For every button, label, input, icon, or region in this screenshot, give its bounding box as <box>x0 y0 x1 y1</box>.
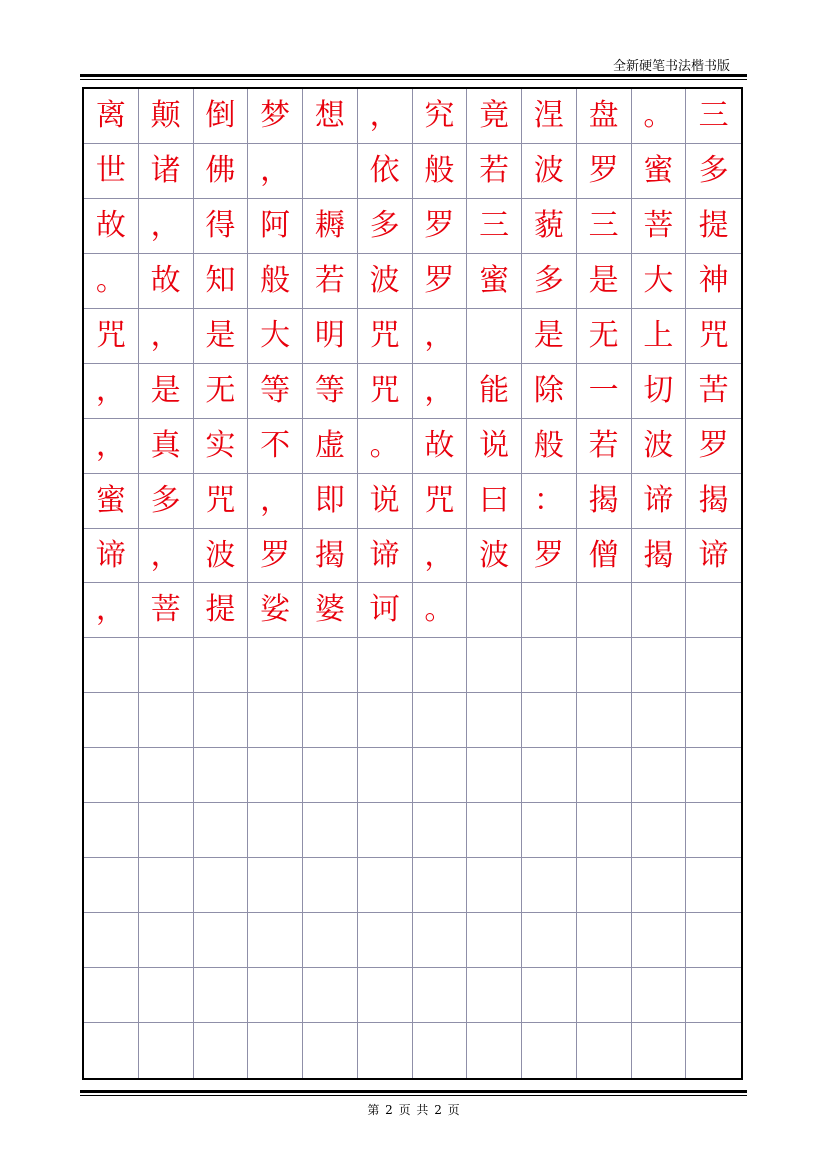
grid-cell <box>358 913 413 968</box>
grid-cell: 咒 <box>194 474 249 529</box>
grid-cell: 三 <box>467 199 522 254</box>
grid-cell: 无 <box>194 364 249 419</box>
grid-cell <box>686 583 741 638</box>
grid-cell: 说 <box>467 419 522 474</box>
grid-cell <box>577 748 632 803</box>
grid-cell: 菩 <box>632 199 687 254</box>
grid-cell <box>248 803 303 858</box>
grid-cell <box>194 968 249 1023</box>
grid-cell: 。 <box>413 583 468 638</box>
grid-cell: 谛 <box>686 529 741 584</box>
grid-cell: 切 <box>632 364 687 419</box>
grid-cell: 咒 <box>413 474 468 529</box>
grid-cell <box>84 803 139 858</box>
grid-cell <box>467 309 522 364</box>
grid-cell <box>577 693 632 748</box>
grid-cell <box>522 1023 577 1078</box>
grid-cell <box>194 1023 249 1078</box>
grid-cell: 神 <box>686 254 741 309</box>
grid-cell <box>467 968 522 1023</box>
grid-cell: 娑 <box>248 583 303 638</box>
grid-cell <box>248 913 303 968</box>
grid-cell: ， <box>139 529 194 584</box>
grid-cell: 实 <box>194 419 249 474</box>
grid-cell <box>194 858 249 913</box>
grid-cell: 上 <box>632 309 687 364</box>
grid-cell: 不 <box>248 419 303 474</box>
grid-cell: 故 <box>139 254 194 309</box>
grid-cell <box>577 913 632 968</box>
grid-cell: 蜜 <box>84 474 139 529</box>
grid-cell: 知 <box>194 254 249 309</box>
grid-cell: 故 <box>84 199 139 254</box>
grid-cell <box>303 1023 358 1078</box>
grid-cell <box>84 638 139 693</box>
grid-cell <box>467 693 522 748</box>
grid-cell: 罗 <box>248 529 303 584</box>
grid-cell <box>522 638 577 693</box>
grid-cell <box>632 1023 687 1078</box>
grid-cell <box>139 1023 194 1078</box>
grid-cell <box>522 748 577 803</box>
grid-cell <box>84 1023 139 1078</box>
grid-cell: 多 <box>139 474 194 529</box>
grid-cell <box>632 968 687 1023</box>
grid-cell: 世 <box>84 144 139 199</box>
grid-cell: ， <box>139 309 194 364</box>
grid-cell: 究 <box>413 89 468 144</box>
grid-cell <box>139 638 194 693</box>
grid-cell: 若 <box>467 144 522 199</box>
grid-cell: 除 <box>522 364 577 419</box>
grid-cell: 倒 <box>194 89 249 144</box>
grid-cell <box>139 693 194 748</box>
grid-cell: 般 <box>248 254 303 309</box>
practice-grid <box>82 87 743 1080</box>
grid-cell: 故 <box>413 419 468 474</box>
grid-cell: 罗 <box>413 199 468 254</box>
grid-cell <box>84 693 139 748</box>
grid-cell <box>577 1023 632 1078</box>
grid-cell <box>522 693 577 748</box>
grid-cell: 藐 <box>522 199 577 254</box>
grid-cell: 想 <box>303 89 358 144</box>
grid-cell: 咒 <box>358 309 413 364</box>
grid-cell: 多 <box>358 199 413 254</box>
grid-cell <box>194 913 249 968</box>
grid-cell: 蜜 <box>632 144 687 199</box>
grid-cell: 三 <box>686 89 741 144</box>
grid-cell <box>467 748 522 803</box>
grid-cell: 真 <box>139 419 194 474</box>
grid-cell: ， <box>139 199 194 254</box>
grid-cell <box>632 913 687 968</box>
grid-cell <box>467 638 522 693</box>
grid-cell: 提 <box>686 199 741 254</box>
grid-cell: 蜜 <box>467 254 522 309</box>
grid-cell: 若 <box>577 419 632 474</box>
grid-cell: 谛 <box>358 529 413 584</box>
grid-cell: 波 <box>632 419 687 474</box>
grid-cell: 揭 <box>303 529 358 584</box>
grid-cell <box>632 583 687 638</box>
grid-cell <box>248 693 303 748</box>
grid-cell: 等 <box>248 364 303 419</box>
grid-cell <box>303 144 358 199</box>
grid-cell <box>413 1023 468 1078</box>
grid-cell: 得 <box>194 199 249 254</box>
grid-cell <box>522 583 577 638</box>
grid-cell: 。 <box>84 254 139 309</box>
grid-cell: 竟 <box>467 89 522 144</box>
grid-cell: 般 <box>413 144 468 199</box>
grid-cell: ， <box>84 364 139 419</box>
grid-cell: 。 <box>632 89 687 144</box>
grid-cell <box>413 748 468 803</box>
grid-cell: 波 <box>194 529 249 584</box>
grid-cell <box>194 693 249 748</box>
grid-cell: 苦 <box>686 364 741 419</box>
grid-cell <box>632 858 687 913</box>
page-number: 第 2 页 共 2 页 <box>367 1103 461 1117</box>
grid-cell <box>248 748 303 803</box>
grid-cell <box>358 1023 413 1078</box>
grid-cell <box>303 638 358 693</box>
header-title: 全新硬笔书法楷书版 <box>612 59 730 74</box>
grid-cell: 诸 <box>139 144 194 199</box>
grid-cell <box>413 968 468 1023</box>
grid-cell: 菩 <box>139 583 194 638</box>
grid-cell <box>467 913 522 968</box>
grid-cell: 涅 <box>522 89 577 144</box>
grid-cell: ， <box>248 474 303 529</box>
grid-cell <box>358 803 413 858</box>
grid-cell: 虚 <box>303 419 358 474</box>
grid-cell: ， <box>84 419 139 474</box>
grid-cell: 波 <box>358 254 413 309</box>
grid-cell <box>413 638 468 693</box>
grid-cell: 波 <box>522 144 577 199</box>
header-rule <box>80 74 747 77</box>
grid-cell <box>467 858 522 913</box>
grid-cell: 离 <box>84 89 139 144</box>
grid-cell: 是 <box>139 364 194 419</box>
grid-cell: 大 <box>248 309 303 364</box>
grid-cell: 多 <box>522 254 577 309</box>
grid-cell: 耨 <box>303 199 358 254</box>
grid-cell: ， <box>413 529 468 584</box>
grid-cell <box>413 913 468 968</box>
grid-cell <box>467 583 522 638</box>
grid-cell <box>522 913 577 968</box>
grid-cell: ， <box>84 583 139 638</box>
grid-cell <box>84 748 139 803</box>
grid-cell <box>577 638 632 693</box>
grid-cell: 依 <box>358 144 413 199</box>
grid-cell: 谛 <box>632 474 687 529</box>
grid-cell: ： <box>522 474 577 529</box>
grid-cell <box>686 913 741 968</box>
grid-cell: 阿 <box>248 199 303 254</box>
grid-cell: 盘 <box>577 89 632 144</box>
grid-cell: 无 <box>577 309 632 364</box>
grid-cell <box>577 858 632 913</box>
grid-cell <box>303 968 358 1023</box>
grid-cell <box>139 858 194 913</box>
grid-cell <box>632 693 687 748</box>
footer-rule <box>80 1090 747 1093</box>
grid-cell <box>248 1023 303 1078</box>
grid-cell <box>686 693 741 748</box>
grid-cell: 说 <box>358 474 413 529</box>
grid-cell: 。 <box>358 419 413 474</box>
grid-cell: 是 <box>577 254 632 309</box>
grid-cell <box>358 638 413 693</box>
grid-cell: 曰 <box>467 474 522 529</box>
grid-cell: 提 <box>194 583 249 638</box>
grid-cell: 谛 <box>84 529 139 584</box>
grid-cell <box>686 638 741 693</box>
grid-cell: 咒 <box>84 309 139 364</box>
grid-cell: 若 <box>303 254 358 309</box>
grid-cell: 多 <box>686 144 741 199</box>
grid-cell: 即 <box>303 474 358 529</box>
grid-cell: 罗 <box>522 529 577 584</box>
grid-cell: 罗 <box>577 144 632 199</box>
grid-cell: 揭 <box>632 529 687 584</box>
grid-cell <box>686 1023 741 1078</box>
grid-cell: 能 <box>467 364 522 419</box>
grid-cell <box>632 638 687 693</box>
grid-cell: 一 <box>577 364 632 419</box>
grid-cell <box>248 638 303 693</box>
grid-cell <box>248 968 303 1023</box>
grid-cell <box>686 803 741 858</box>
grid-cell <box>194 638 249 693</box>
grid-cell <box>467 1023 522 1078</box>
grid-cell: 诃 <box>358 583 413 638</box>
grid-cell: 咒 <box>358 364 413 419</box>
grid-cell <box>522 803 577 858</box>
grid-cell <box>358 968 413 1023</box>
grid-cell <box>686 748 741 803</box>
grid-cell <box>358 748 413 803</box>
grid-cell: 佛 <box>194 144 249 199</box>
grid-cell: 等 <box>303 364 358 419</box>
grid-cell: 三 <box>577 199 632 254</box>
grid-cell: ， <box>248 144 303 199</box>
grid-cell <box>686 968 741 1023</box>
grid-cell: 婆 <box>303 583 358 638</box>
grid-cell <box>139 968 194 1023</box>
grid-cell: 是 <box>522 309 577 364</box>
grid-cell <box>577 803 632 858</box>
grid-cell <box>84 858 139 913</box>
grid-cell: 僧 <box>577 529 632 584</box>
grid-cell <box>577 583 632 638</box>
grid-cell <box>413 693 468 748</box>
grid-cell <box>139 748 194 803</box>
grid-cell <box>194 748 249 803</box>
grid-cell: 梦 <box>248 89 303 144</box>
grid-cell: 明 <box>303 309 358 364</box>
grid-cell: ， <box>413 364 468 419</box>
grid-cell <box>303 858 358 913</box>
grid-cell: 揭 <box>686 474 741 529</box>
grid-cell: ， <box>413 309 468 364</box>
grid-cell <box>686 858 741 913</box>
grid-cell <box>522 968 577 1023</box>
grid-cell: 罗 <box>413 254 468 309</box>
grid-cell <box>194 803 249 858</box>
grid-cell <box>139 803 194 858</box>
grid-cell <box>632 803 687 858</box>
footer-rule-thin <box>80 1095 747 1096</box>
grid-cell <box>303 693 358 748</box>
grid-cell: 大 <box>632 254 687 309</box>
grid-cell <box>84 968 139 1023</box>
grid-cell: 咒 <box>686 309 741 364</box>
header-rule-thin <box>80 79 747 80</box>
grid-cell: 波 <box>467 529 522 584</box>
grid-cell <box>413 858 468 913</box>
grid-cell: 罗 <box>686 419 741 474</box>
grid-cell <box>303 748 358 803</box>
grid-cell: 颠 <box>139 89 194 144</box>
grid-cell: 揭 <box>577 474 632 529</box>
grid-cell <box>632 748 687 803</box>
grid-cell <box>522 858 577 913</box>
grid-cell <box>467 803 522 858</box>
grid-cell: 是 <box>194 309 249 364</box>
grid-cell <box>358 693 413 748</box>
grid-cell: ， <box>358 89 413 144</box>
grid-cell <box>303 913 358 968</box>
grid-cell <box>358 858 413 913</box>
grid-cell <box>413 803 468 858</box>
grid-cell: 般 <box>522 419 577 474</box>
grid-cell <box>84 913 139 968</box>
grid-cell <box>139 913 194 968</box>
grid-cell <box>248 858 303 913</box>
grid-cell <box>577 968 632 1023</box>
grid-cell <box>303 803 358 858</box>
